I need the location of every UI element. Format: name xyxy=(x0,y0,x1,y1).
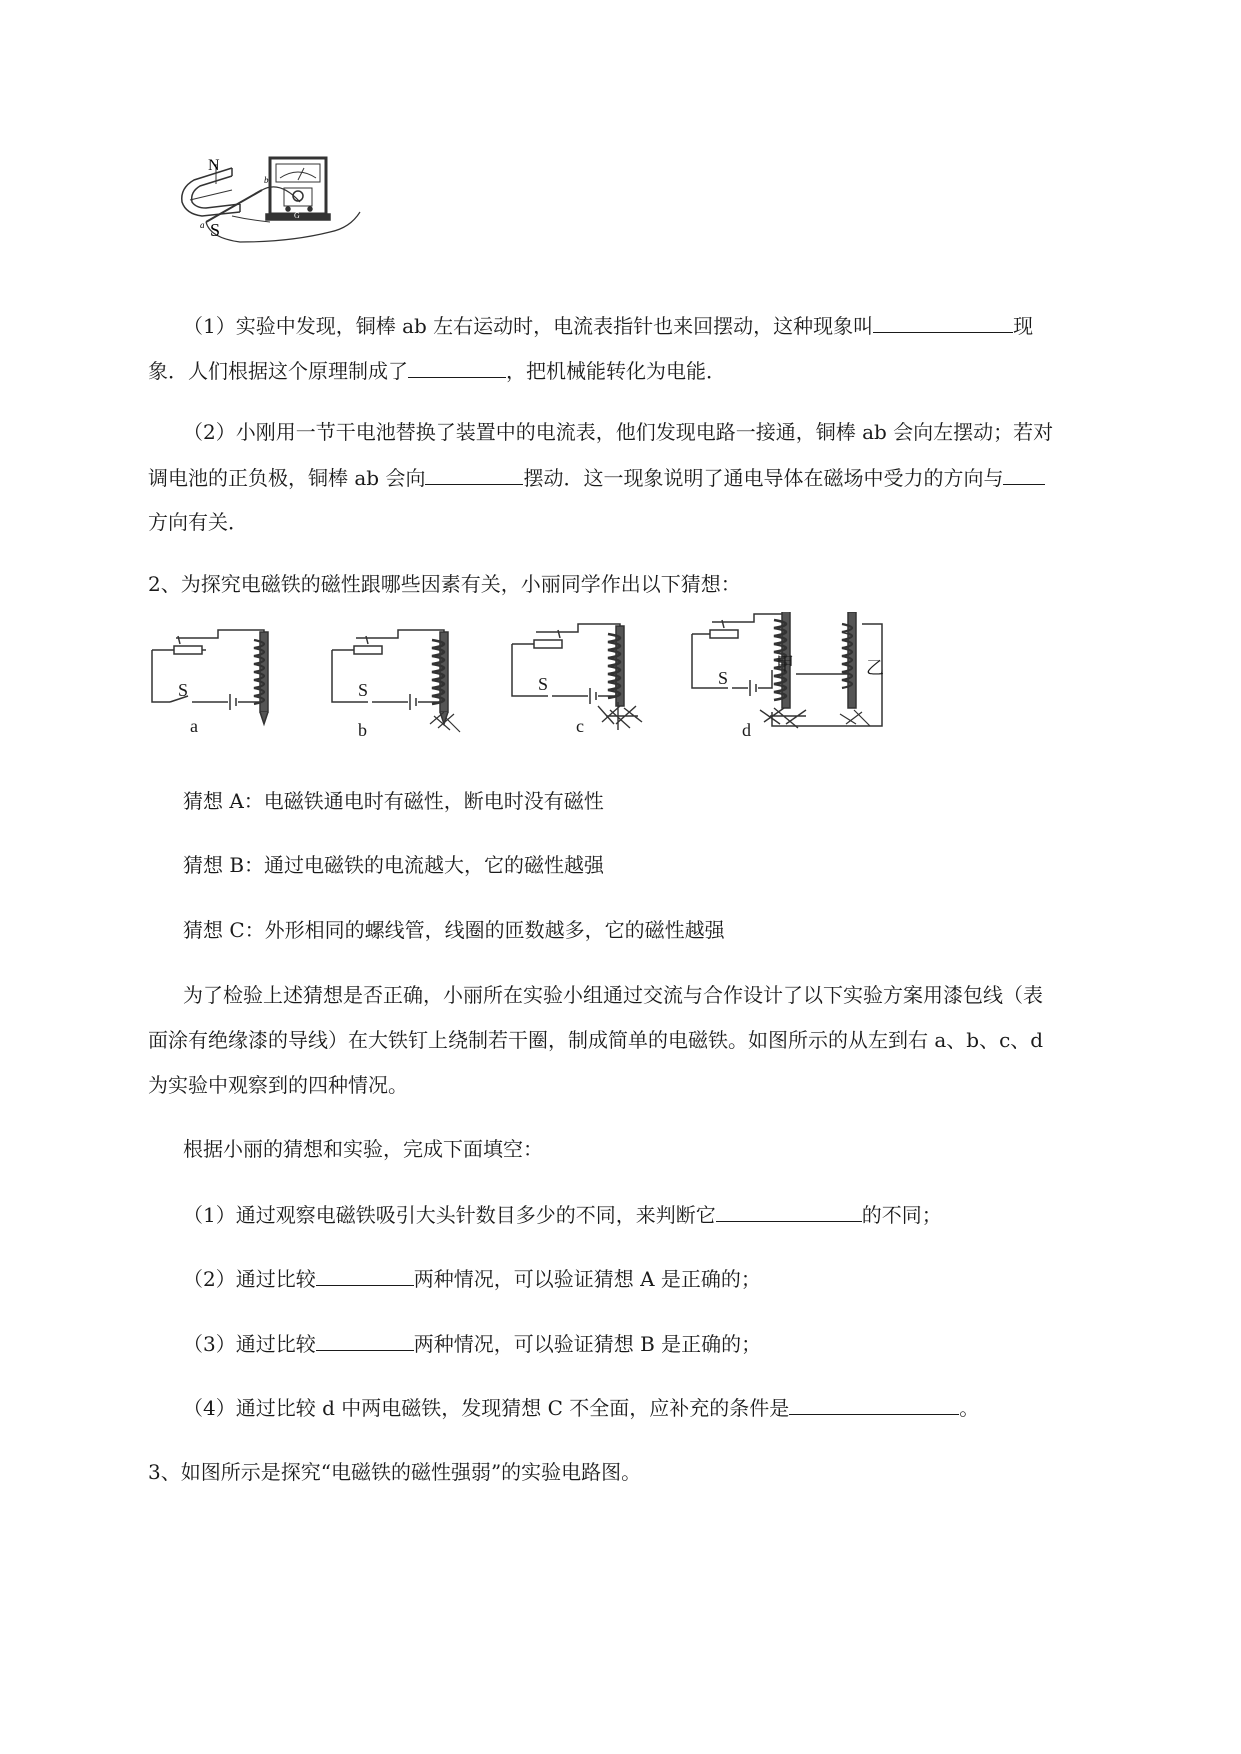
q1-part2-line2 xyxy=(148,462,1158,493)
q2-fill-1: （1）通过观察电磁铁吸引大头针数目多少的不同，来判断它 的不同； xyxy=(183,1199,1193,1230)
q1-blank-1[interactable] xyxy=(873,310,1013,333)
q2-fill-2: （2）通过比较 两种情况，可以验证猜想 A 是正确的； xyxy=(183,1263,1193,1294)
q1-part1-text-a: （1）实验中发现，铜棒 ab 左右运动时，电流表指针也来回摆动，这种现象叫 xyxy=(183,314,874,338)
figure-label-a: a xyxy=(190,716,198,736)
guess-a: 猜想 A：电磁铁通电时有磁性，断电时没有磁性 xyxy=(183,789,604,813)
q2-fill-4: （4）通过比较 d 中两电磁铁，发现猜想 C 不全面，应补充的条件是 。 xyxy=(183,1392,1193,1423)
q1-part2-text-b: 调电池的正负极，铜棒 ab 会向 xyxy=(148,466,426,490)
guess-c: 猜想 C：外形相同的螺线管，线圈的匝数越多，它的磁性越强 xyxy=(183,918,725,942)
electromagnet-circuits-figure xyxy=(146,612,946,742)
switch-label-d: S xyxy=(718,668,729,688)
rod-a-label: a xyxy=(200,220,205,230)
q1-blank-4[interactable] xyxy=(1003,462,1045,485)
figure-label-d: d xyxy=(742,720,751,740)
q1-part2-line1 xyxy=(183,417,1193,447)
q1-part1-text-d: ，把机械能转化为电能． xyxy=(506,359,726,383)
magnet-n-label: N xyxy=(208,157,220,174)
induction-apparatus-figure xyxy=(170,150,380,275)
q1-blank-3[interactable] xyxy=(425,462,523,485)
q2-title: 2、为探究电磁铁的磁性跟哪些因素有关，小丽同学作出以下猜想： xyxy=(148,572,741,596)
q1-blank-2[interactable] xyxy=(408,355,506,378)
q1-part1-text-c: 象．人们根据这个原理制成了 xyxy=(148,359,408,383)
switch-label-a: S xyxy=(178,680,189,700)
q1-part2-text-c: 摆动．这一现象说明了通电导体在磁场中受力的方向与 xyxy=(523,466,1004,490)
rod-b-label: b xyxy=(264,175,269,185)
magnet-yi-label: 乙 xyxy=(866,658,884,678)
q2-blank-1[interactable] xyxy=(716,1199,862,1222)
magnet-jia-label: 甲 xyxy=(776,654,794,674)
q1-part1-line2 xyxy=(148,355,1158,386)
switch-label-c: S xyxy=(538,674,549,694)
circuit-b xyxy=(332,630,460,732)
circuit-a xyxy=(152,630,268,724)
circuit-c xyxy=(512,624,642,730)
q2-para1-line3: 为实验中观察到的四种情况。 xyxy=(148,1073,408,1097)
q2-blank-2[interactable] xyxy=(316,1263,414,1286)
q2-fill-3: （3）通过比较 两种情况，可以验证猜想 B 是正确的； xyxy=(183,1328,1193,1359)
figure-label-c: c xyxy=(576,716,584,736)
q1-part1-text-b: 现 xyxy=(1013,314,1034,338)
q1-part1-line1 xyxy=(183,310,1193,341)
magnet-s-label: S xyxy=(210,220,221,240)
switch-label-b: S xyxy=(358,680,369,700)
meter-g-label: G xyxy=(294,211,300,220)
q2-para2: 根据小丽的猜想和实验，完成下面填空： xyxy=(183,1137,543,1161)
q1-part2-text-d: 方向有关． xyxy=(148,510,248,534)
figure-label-b: b xyxy=(358,720,367,740)
q2-para1-line2: 面涂有绝缘漆的导线）在大铁钉上绕制若干圈，制成简单的电磁铁。如图所示的从左到右 a、b、c、d xyxy=(148,1028,1044,1052)
q2-para1-line1: 为了检验上述猜想是否正确，小丽所在实验小组通过交流与合作设计了以下实验方案用漆包线（表 xyxy=(183,983,1043,1007)
q3-title: 3、如图所示是探究“电磁铁的磁性强弱”的实验电路图。 xyxy=(148,1460,642,1484)
guess-b: 猜想 B：通过电磁铁的电流越大，它的磁性越强 xyxy=(183,853,605,877)
q2-blank-4[interactable] xyxy=(789,1392,959,1415)
q1-part2-line3 xyxy=(148,507,1158,537)
q1-part2-text-a: （2）小刚用一节干电池替换了装置中的电流表，他们发现电路一接通，铜棒 ab 会向左摆动；若对 xyxy=(183,420,1054,444)
q2-blank-3[interactable] xyxy=(316,1328,414,1351)
